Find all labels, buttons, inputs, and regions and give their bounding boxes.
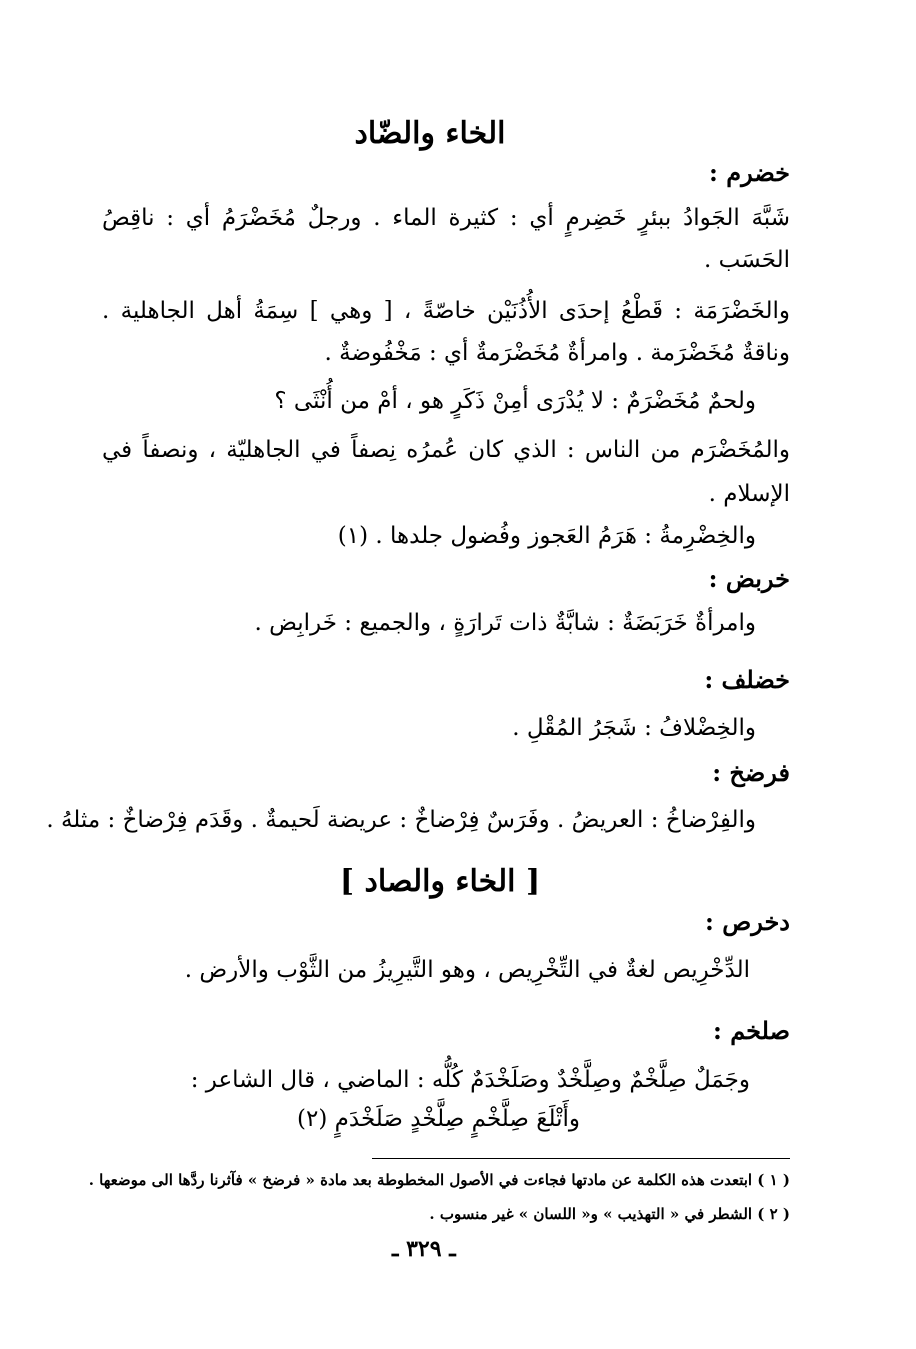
text-line: الإسلام . (708, 481, 790, 507)
section-title: [ الخاء والصاد ] (339, 864, 541, 899)
text-line: الحَسَب . (704, 247, 790, 273)
text-line: والمُخَضْرَم من الناس : الذي كان عُمرُه نِصفاً في الجاهليّة ، ونصفاً في (102, 437, 790, 463)
entry-heading: فرضخ : (712, 758, 790, 787)
entry-heading: خربض : (708, 564, 790, 593)
entry-heading: خضرم : (709, 158, 790, 187)
text-line: وامرأةٌ خَرَبَضَةٌ : شابَّةٌ ذات تَرارَةٍ ، والجميع : خَرابِض . (254, 610, 756, 636)
text-line: الدِّخْرِيص لغةٌ في التِّخْرِيص ، وهو التَّيرِيزُ من الثَّوْب والأرض . (184, 957, 750, 983)
footnote-divider (372, 1158, 790, 1159)
text-line: شَبَّهَ الجَوادُ ببئرٍ خَضِرمٍ أي : كثيرة الماء . ورجلٌ مُخَضْرَمُ أي : ناقِصُ (102, 205, 790, 231)
text-line: ولحمٌ مُخَضْرَمٌ : لا يُدْرَى أمِنْ ذَكَرٍ هو ، أمْ من أُنْثَى ؟ (274, 388, 756, 414)
entry-heading: خضلف : (704, 665, 790, 694)
footnote: ( ٢ ) الشطر في « التهذيب » و« اللسان » غير منسوب . (429, 1205, 790, 1223)
text-line: والخَضْرَمَة : قَطْعُ إحدَى الأُذُنَيْن خاصّةً ، [ وهي ] سِمَةُ أهل الجاهلية . (102, 298, 791, 324)
entry-heading: دخرص : (705, 907, 790, 936)
entry-heading: صلخم : (712, 1016, 790, 1045)
text-line: وجَمَلٌ صِلَّخْمٌ وصِلَّخْدٌ وصَلَخْدَمٌ كُلُّه : الماضي ، قال الشاعر : (190, 1067, 750, 1093)
verse-line: وأَتْلَعَ صِلَّخْمٍ صِلَّخْدٍ صَلَخْدَمٍ (٢) (297, 1106, 580, 1132)
text-line: والخِضْلافُ : شَجَرُ المُقْلِ . (512, 715, 756, 741)
page-number: ـ ٣٢٩ ـ (392, 1236, 456, 1262)
text-line: وناقةٌ مُخَضْرَمة . وامرأةٌ مُخَضْرَمةٌ أي : مَخْفُوضةٌ . (324, 340, 790, 366)
text-line: والفِرْضاخُ : العريضُ . وفَرَسٌ فِرْضاخٌ : عريضة لَحيمةٌ . وقَدَم فِرْضاخٌ : مثلهُ . (46, 807, 756, 833)
text-line: والخِضْرِمةُ : هَرَمُ العَجوز وفُضول جلدها . (١) (337, 523, 756, 549)
section-title: الخاء والضّاد (354, 116, 506, 151)
footnote: ( ١ ) ابتعدت هذه الكلمة عن مادتها فجاءت في الأصول المخطوطة بعد مادة « فرضخ » فآثرنا ردَّها الى موضعها . (88, 1171, 790, 1189)
